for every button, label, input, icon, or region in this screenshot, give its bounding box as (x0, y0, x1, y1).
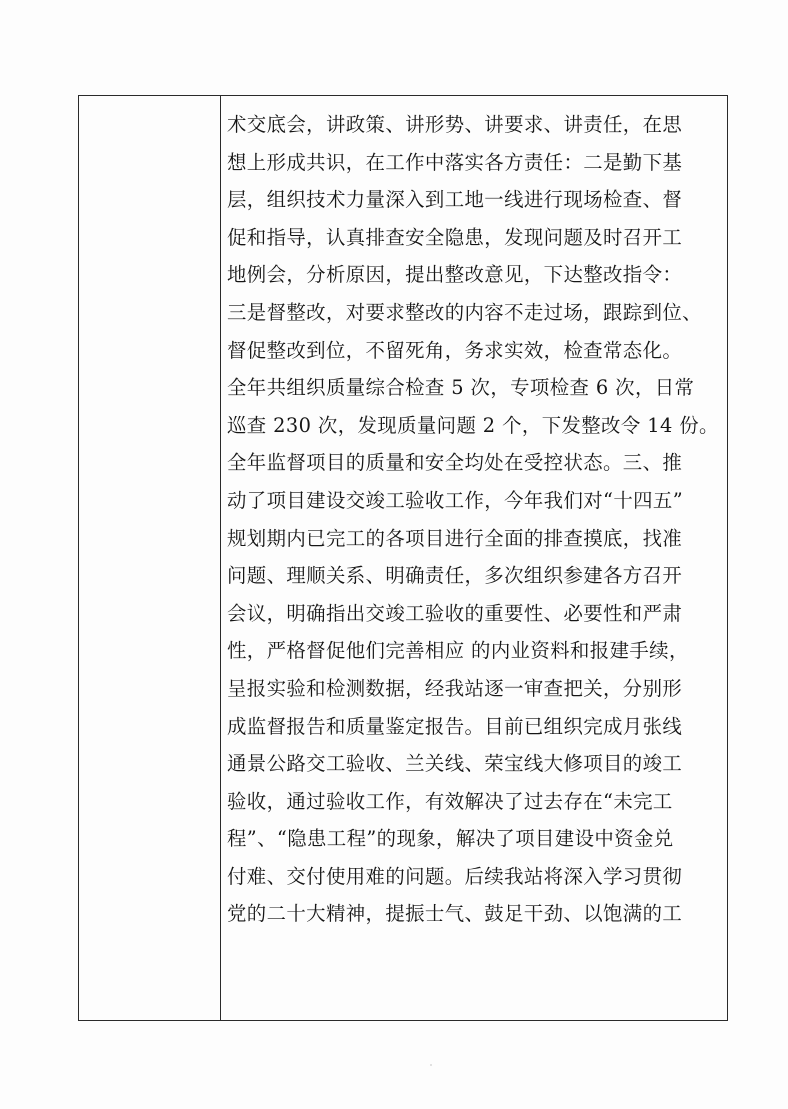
text-line: 通景公路交工验收、兰关线、荣宝线大修项目的竣工 (227, 752, 683, 776)
scan-speck (430, 1064, 432, 1066)
text-line: 巡查 230 次，发现质量问题 2 个，下发整改令 14 份。 (227, 413, 719, 437)
form-table (78, 95, 728, 1021)
table-label-column (79, 96, 221, 1020)
text-line: 程”、“隐患工程”的现象，解决了项目建设中资金兑 (227, 827, 674, 851)
text-line: 促和指导，认真排查安全隐患，发现问题及时召开工 (227, 225, 683, 249)
body-paragraph (227, 106, 723, 933)
text-line: 付难、交付使用难的问题。后续我站将深入学习贯彻 (227, 864, 683, 888)
text-line: 层，组织技术力量深入到工地一线进行现场检查、督 (227, 188, 683, 212)
text-line: 成监督报告和质量鉴定报告。目前已组织完成月张线 (227, 714, 683, 738)
text-line: 问题、理顺关系、明确责任，多次组织参建各方召开 (227, 564, 683, 588)
text-line: 全年共组织质量综合检查 5 次，专项检查 6 次，日常 (227, 376, 695, 400)
text-line: 规划期内已完工的各项目进行全面的排查摸底，找准 (227, 526, 683, 550)
text-line: 督促整改到位，不留死角，务求实效，检查常态化。 (227, 338, 683, 362)
text-line: 三是督整改，对要求整改的内容不走过场，跟踪到位、 (227, 300, 702, 324)
text-line: 动了项目建设交竣工验收工作，今年我们对“十四五” (227, 488, 684, 512)
text-line: 性，严格督促他们完善相应 的内业资料和报建手续， (227, 639, 689, 663)
table-content-column (221, 96, 727, 1020)
text-line: 想上形成共识，在工作中落实各方责任：二是勤下基 (227, 150, 683, 174)
text-line: 党的二十大精神，提振士气、鼓足干劲、以饱满的工 (227, 902, 683, 926)
text-line: 会议，明确指出交竣工验收的重要性、必要性和严肃 (227, 601, 683, 625)
text-line: 地例会，分析原因，提出整改意见，下达整改指令： (227, 263, 683, 287)
text-line: 全年监督项目的质量和安全均处在受控状态。三、推 (227, 451, 683, 475)
text-line: 术交底会，讲政策、讲形势、讲要求、讲责任，在思 (227, 113, 683, 136)
text-line: 验收，通过验收工作，有效解决了过去存在“未完工 (227, 789, 673, 813)
text-line: 呈报实验和检测数据，经我站逐一审查把关，分别形 (227, 676, 683, 700)
